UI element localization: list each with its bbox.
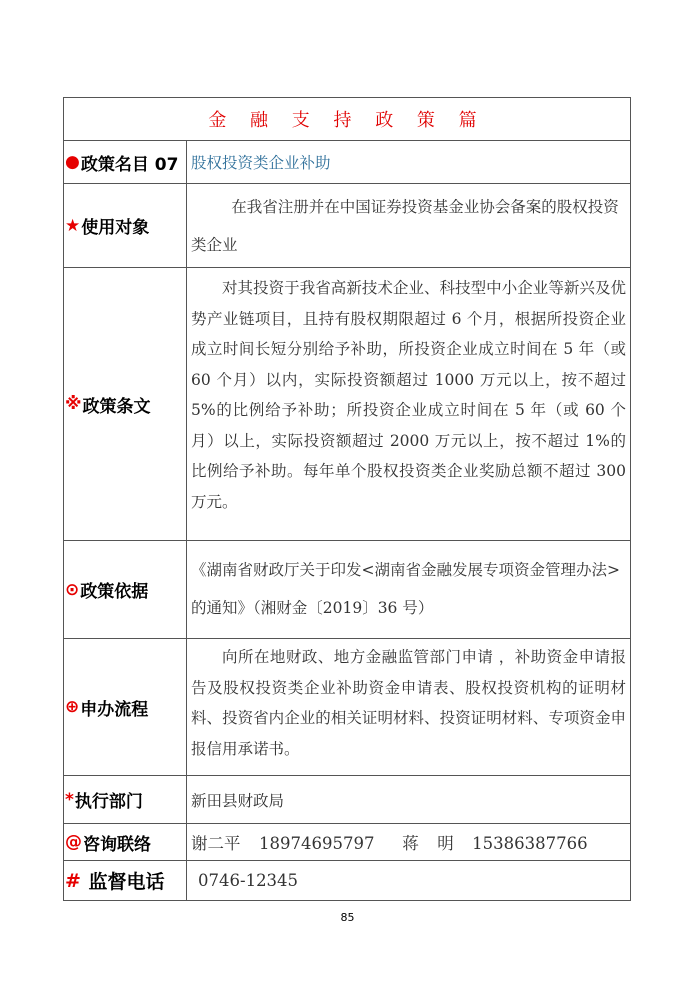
- title-row: [64, 98, 630, 140]
- row-department: [64, 775, 630, 823]
- circle-plus-icon: ⊕: [65, 697, 80, 717]
- row-policy-name: [64, 140, 630, 183]
- label-text: 监督电话: [81, 871, 165, 893]
- label-text: 咨询联络: [83, 834, 151, 855]
- value-process: 向所在地财政、地方金融监管部门申请 ，补助资金申请报告及股权投资类企业补助资金申请表、股权投资机构的证明材料、投资省内企业的相关证明材料、投资证明材料、专项资金申报信用承诺书。: [191, 648, 626, 758]
- reference-mark-icon: ※: [65, 394, 82, 414]
- label-policy-name: [64, 141, 187, 183]
- row-contact: [64, 823, 630, 860]
- policy-table: [63, 97, 631, 901]
- label-text: 政策条文: [82, 396, 151, 417]
- at-icon: @: [65, 832, 82, 852]
- value-supervision: 0746-12345: [198, 871, 299, 890]
- label-department: [64, 776, 187, 823]
- label-text: 政策依据: [80, 582, 149, 602]
- row-supervision: [64, 860, 630, 900]
- asterisk-icon: *: [65, 789, 74, 810]
- label-text: 政策名目 07: [80, 154, 179, 175]
- value-contact: 谢二平 18974695797 蒋 明 15386387766: [191, 834, 588, 853]
- hash-icon: #: [65, 869, 81, 892]
- row-process: [64, 638, 630, 775]
- row-policy-basis: [64, 540, 630, 638]
- value-policy-name: 股权投资类企业补助: [191, 154, 331, 172]
- red-dot-icon: ●: [65, 152, 80, 172]
- value-department: 新田县财政局: [191, 791, 285, 810]
- label-supervision: [64, 861, 187, 900]
- label-text: 申办流程: [80, 699, 149, 720]
- value-policy-terms: 对其投资于我省高新技术企业、科技型中小企业等新兴及优势产业链项目，且持有股权期限超过 6 个月，根据所投资企业成立时间长短分别给予补助，所投资企业成立时间在 5 年（或 60 个月）以内，实际投资额超过 1000 万元以上，按不超过 5%的比例给予补助；所投资企业成立时间在 5 年（或 60 个月）以上，实际投资额超过 2000 万元以上，按不超过 1%的比例给予补助。每年单个股权投资类企业奖励总额不超过 300 万元。: [191, 279, 626, 511]
- circle-dot-icon: ⊙: [65, 579, 80, 600]
- section-title: 金 融 支 持 政 策 篇: [208, 110, 486, 131]
- label-policy-terms: [64, 268, 187, 540]
- row-target: [64, 183, 630, 267]
- label-contact: [64, 824, 187, 860]
- label-process: [64, 639, 187, 775]
- page-number: 85: [340, 911, 355, 924]
- label-text: 使用对象: [81, 218, 150, 238]
- label-text: 执行部门: [74, 792, 143, 812]
- label-target: [64, 184, 187, 267]
- value-policy-basis: 《湖南省财政厅关于印发<湖南省金融发展专项资金管理办法>的通知》（湘财金〔2019〕36 号）: [191, 561, 620, 617]
- value-target: 在我省注册并在中国证券投资基金业协会备案的股权投资类企业: [191, 198, 619, 254]
- row-policy-terms: [64, 267, 630, 540]
- label-policy-basis: [64, 541, 187, 638]
- star-icon: ★: [65, 215, 81, 236]
